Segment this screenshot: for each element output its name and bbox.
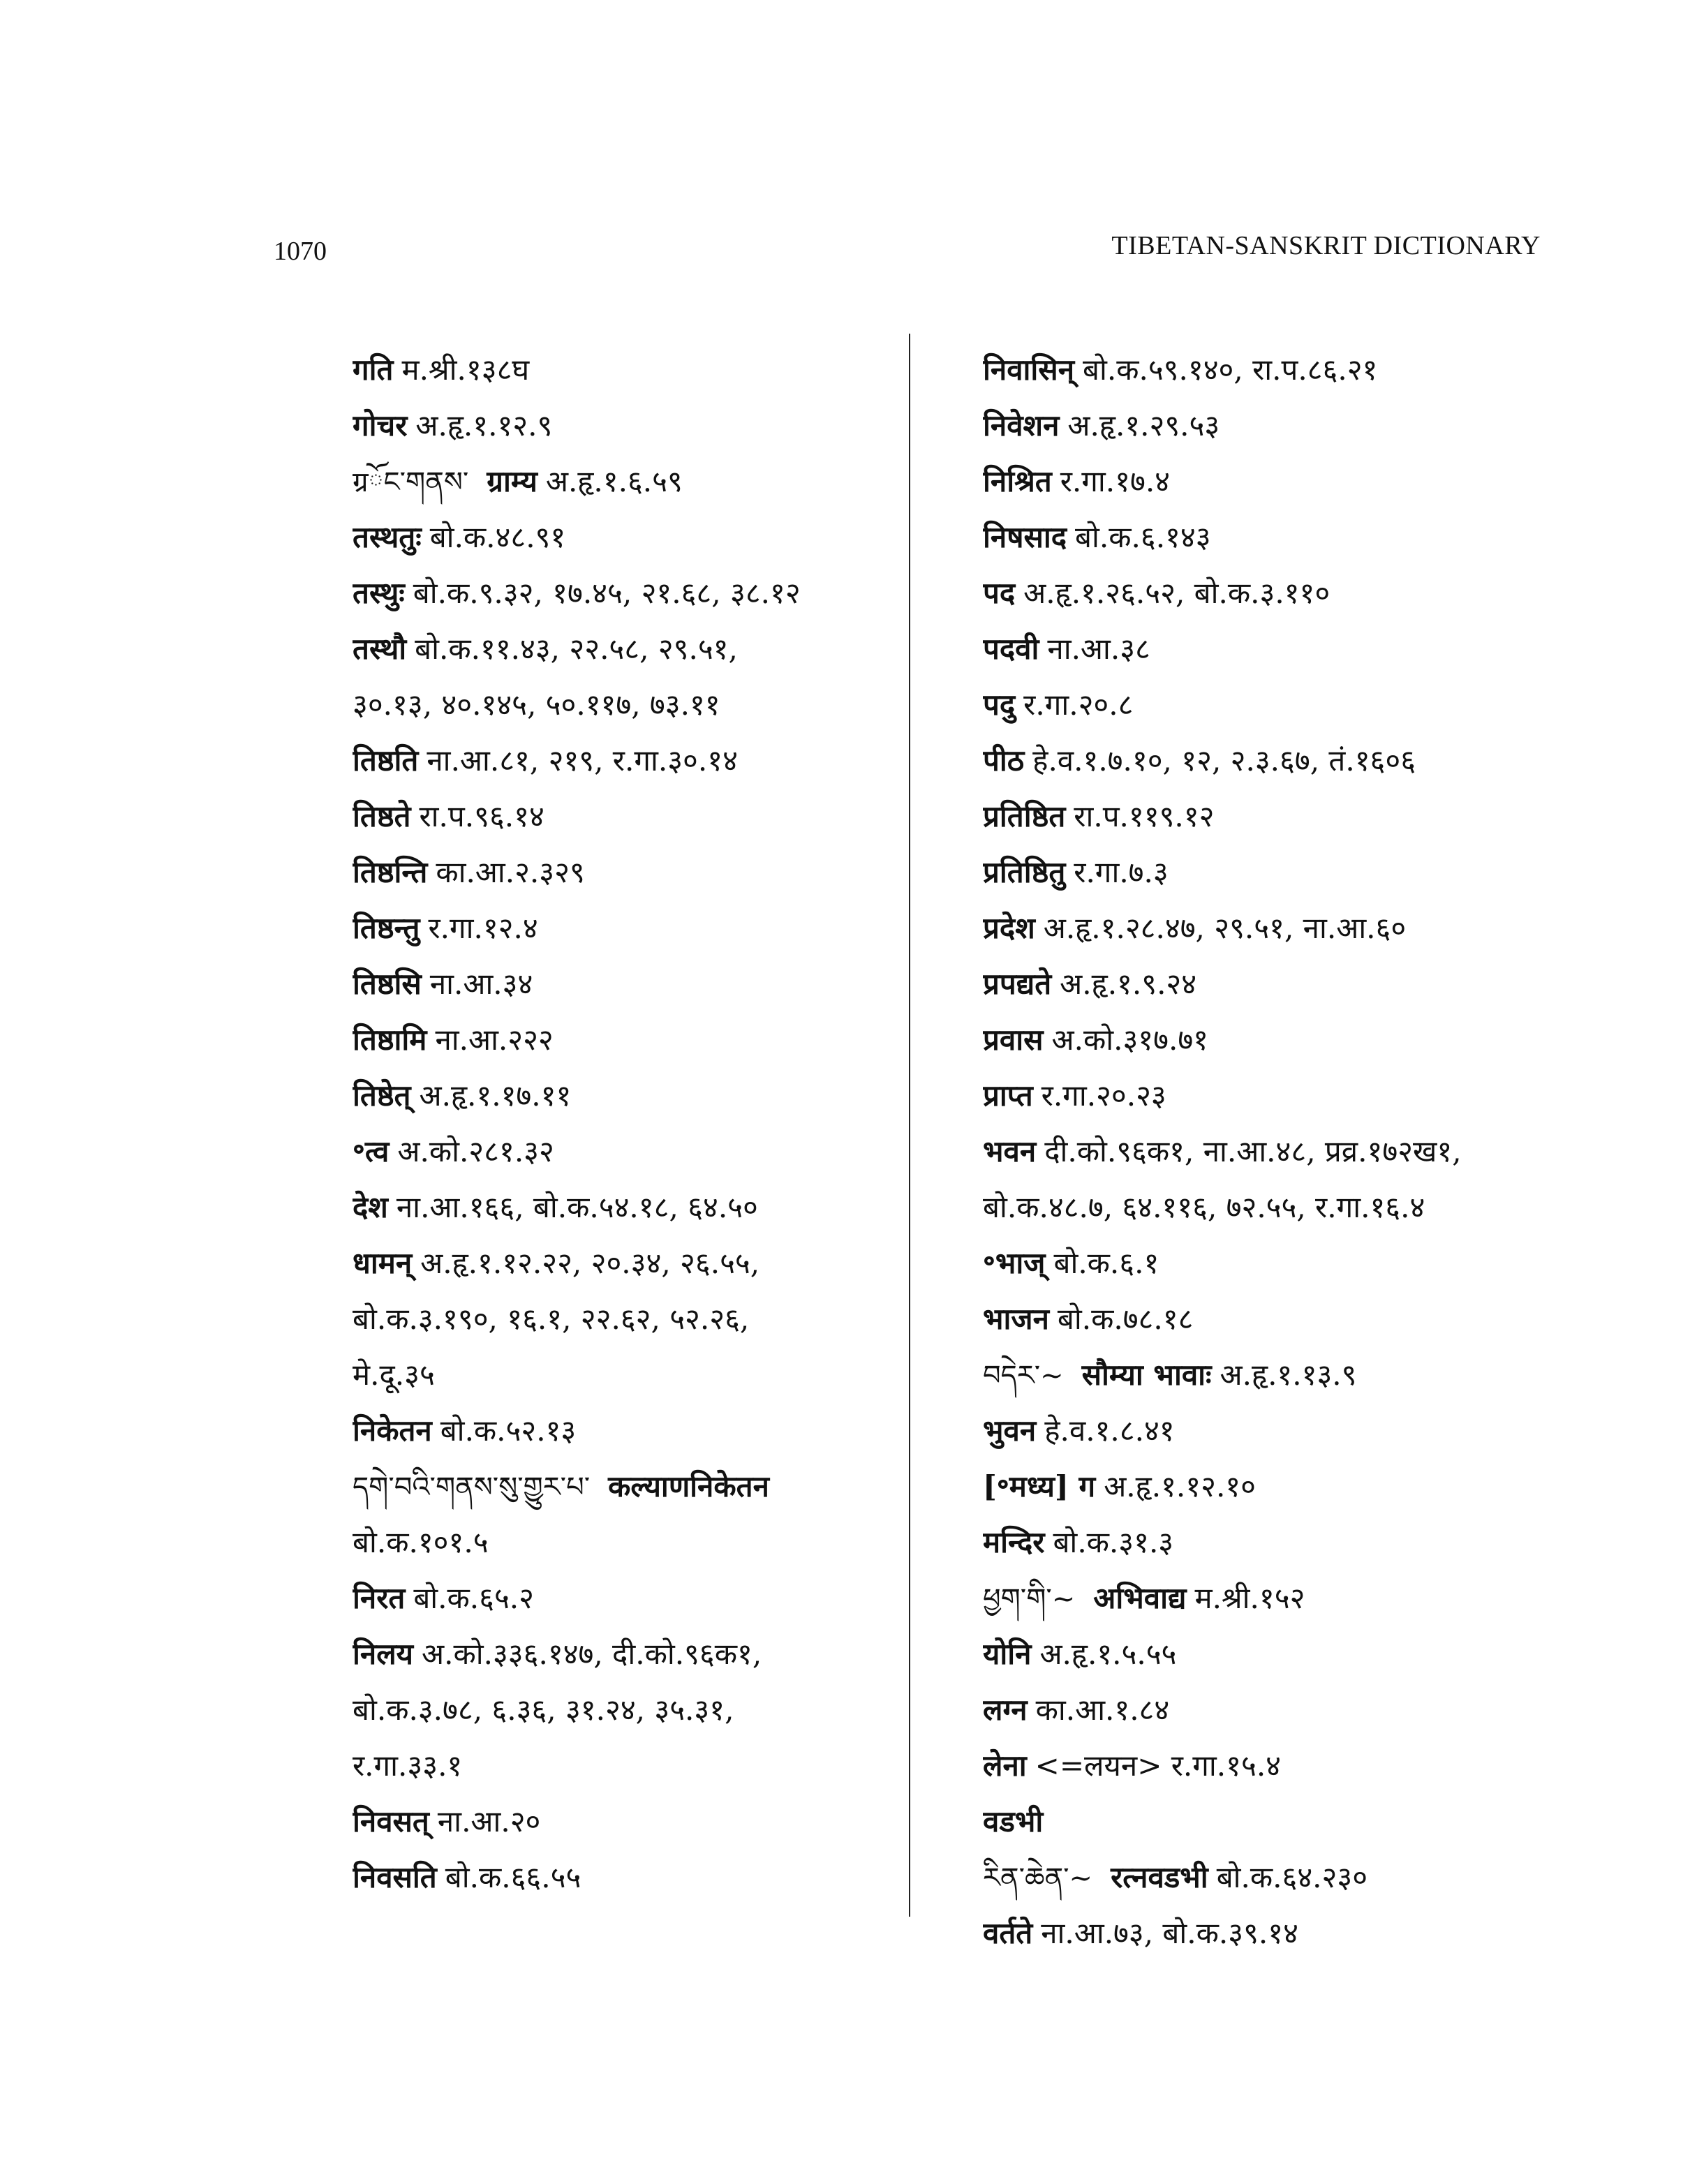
dictionary-entry bbox=[353, 1180, 904, 1235]
source-reference: अ.हृ.१.१२.२२, २०.३४, २६.५५, bbox=[420, 1246, 760, 1280]
sanskrit-headword: प्रतिष्ठित bbox=[983, 799, 1066, 833]
source-reference: बो.क.४८.७, ६४.११६, ७२.५५, र.गा.१६.४ bbox=[983, 1190, 1425, 1224]
source-reference: रा.प.९६.१४ bbox=[419, 799, 544, 833]
source-reference: र.गा.२०.८ bbox=[1023, 688, 1134, 722]
sanskrit-headword: पदवी bbox=[983, 632, 1039, 666]
source-reference: बो.क.७८.१८ bbox=[1057, 1302, 1194, 1336]
sanskrit-headword: [॰मध्य] ग bbox=[983, 1469, 1096, 1503]
source-reference: र.गा.३३.१ bbox=[353, 1748, 463, 1783]
dictionary-entry bbox=[353, 1124, 904, 1180]
source-reference: बो.क.५९.१४०, रा.प.८६.२१ bbox=[1083, 352, 1378, 387]
dictionary-entry bbox=[353, 845, 904, 900]
sanskrit-headword: कल्याणनिकेतन bbox=[608, 1469, 769, 1503]
dictionary-entry bbox=[983, 398, 1541, 454]
dictionary-entry bbox=[353, 677, 904, 733]
sanskrit-headword: भवन bbox=[983, 1134, 1037, 1168]
dictionary-entry bbox=[353, 1459, 904, 1515]
sanskrit-headword: मन्दिर bbox=[983, 1525, 1045, 1559]
dictionary-entry bbox=[353, 956, 904, 1012]
dictionary-entry bbox=[353, 1570, 904, 1626]
dictionary-entry bbox=[983, 1235, 1541, 1291]
source-reference: बो.क.६५.२ bbox=[413, 1581, 535, 1615]
left-column bbox=[353, 342, 904, 1906]
tibetan-term: བདེར་~ bbox=[983, 1360, 1064, 1392]
tibetan-term: རིན་ཆེན་~ bbox=[983, 1862, 1093, 1894]
dictionary-entry bbox=[983, 845, 1541, 900]
sanskrit-headword: तिष्ठते bbox=[353, 799, 411, 833]
sanskrit-headword: पद bbox=[983, 576, 1016, 610]
sanskrit-headword: ग्राम्य bbox=[487, 464, 538, 498]
sanskrit-headword: गोचर bbox=[353, 408, 408, 443]
dictionary-entry bbox=[353, 621, 904, 677]
source-reference: बो.क.६६.५५ bbox=[445, 1860, 581, 1894]
sanskrit-headword: भाजन bbox=[983, 1302, 1049, 1336]
sanskrit-headword: प्रपद्यते bbox=[983, 967, 1052, 1001]
source-reference: हे.व.१.८.४१ bbox=[1044, 1413, 1175, 1448]
source-reference: अ.हृ.१.२६.५२, बो.क.३.११० bbox=[1023, 576, 1330, 610]
source-reference: बो.क.६४.२३० bbox=[1216, 1860, 1368, 1894]
source-reference: अ.हृ.१.१३.९ bbox=[1220, 1358, 1357, 1392]
dictionary-entry bbox=[983, 1012, 1541, 1068]
dictionary-entry bbox=[353, 1682, 904, 1738]
source-reference: बो.क.५२.१३ bbox=[440, 1413, 577, 1448]
dictionary-entry bbox=[353, 454, 904, 510]
sanskrit-headword: निषसाद bbox=[983, 520, 1067, 554]
sanskrit-headword: प्रदेश bbox=[983, 911, 1035, 945]
dictionary-entry bbox=[353, 1012, 904, 1068]
sanskrit-headword: गति bbox=[353, 352, 394, 387]
dictionary-entry bbox=[983, 1682, 1541, 1738]
dictionary-entry bbox=[353, 1068, 904, 1124]
sanskrit-headword: रत्नवडभी bbox=[1111, 1860, 1208, 1894]
source-reference: अ.हृ.१.६.५९ bbox=[545, 464, 683, 498]
dictionary-entry bbox=[983, 1570, 1541, 1626]
dictionary-entry bbox=[353, 510, 904, 565]
sanskrit-headword: तिष्ठेत् bbox=[353, 1078, 411, 1113]
tibetan-term: དགེ་བའི་གནས་སུ་གྱུར་པ་ bbox=[353, 1471, 591, 1503]
sanskrit-headword: निरत bbox=[353, 1581, 406, 1615]
sanskrit-headword: तिष्ठति bbox=[353, 743, 419, 778]
source-reference: बो.क.६.१४३ bbox=[1075, 520, 1211, 554]
source-reference: ना.आ.३८ bbox=[1047, 632, 1150, 666]
sanskrit-headword: ॰भाज् bbox=[983, 1246, 1046, 1280]
dictionary-entry bbox=[983, 565, 1541, 621]
dictionary-entry bbox=[983, 956, 1541, 1012]
dictionary-entry bbox=[353, 1794, 904, 1850]
dictionary-entry bbox=[353, 398, 904, 454]
source-reference: अ.हृ.१.१२.९ bbox=[415, 408, 553, 443]
source-reference: का.आ.२.३२९ bbox=[436, 855, 585, 889]
source-reference: ना.आ.८१, २१९, र.गा.३०.१४ bbox=[427, 743, 738, 778]
source-reference: अ.हृ.१.२८.४७, २९.५१, ना.आ.६० bbox=[1043, 911, 1407, 945]
source-reference: अ.को.२८१.३२ bbox=[397, 1134, 554, 1168]
dictionary-entry bbox=[983, 1347, 1541, 1403]
dictionary-entry bbox=[353, 1347, 904, 1403]
source-reference: र.गा.१७.४ bbox=[1060, 464, 1171, 498]
dictionary-entry bbox=[983, 1124, 1541, 1180]
sanskrit-headword: सौम्या भावाः bbox=[1081, 1358, 1212, 1392]
running-head: TIBETAN-SANSKRIT DICTIONARY bbox=[1111, 231, 1541, 260]
dictionary-entry bbox=[353, 1626, 904, 1682]
sanskrit-headword: तिष्ठामि bbox=[353, 1023, 427, 1057]
sanskrit-headword: लग्न bbox=[983, 1693, 1028, 1727]
sanskrit-headword: तिष्ठसि bbox=[353, 967, 422, 1001]
source-reference: म.श्री.१३८घ bbox=[401, 352, 530, 387]
sanskrit-headword: प्रवास bbox=[983, 1023, 1044, 1057]
dictionary-entry bbox=[983, 510, 1541, 565]
dictionary-entry bbox=[353, 565, 904, 621]
tibetan-term: ཕྱག་གི་~ bbox=[983, 1583, 1076, 1615]
dictionary-entry bbox=[353, 789, 904, 845]
page-number: 1070 bbox=[274, 237, 327, 266]
right-column bbox=[983, 342, 1541, 1961]
source-reference: दी.को.९६क१, ना.आ.४८, प्रव्र.१७२ख१, bbox=[1044, 1134, 1462, 1168]
source-reference: का.आ.१.८४ bbox=[1035, 1693, 1170, 1727]
source-reference: बो.क.९.३२, १७.४५, २१.६८, ३८.१२ bbox=[413, 576, 801, 610]
dictionary-entry bbox=[983, 342, 1541, 398]
sanskrit-headword: प्रतिष्ठितु bbox=[983, 855, 1066, 889]
dictionary-entry bbox=[983, 1291, 1541, 1347]
sanskrit-headword: निवसत् bbox=[353, 1804, 429, 1838]
sanskrit-headword: वर्तते bbox=[983, 1916, 1033, 1950]
sanskrit-headword: धामन् bbox=[353, 1246, 413, 1280]
source-reference: बो.क.६.१ bbox=[1053, 1246, 1159, 1280]
dictionary-entry bbox=[983, 1850, 1541, 1906]
sanskrit-headword: तस्थतुः bbox=[353, 520, 422, 554]
dictionary-entry bbox=[983, 621, 1541, 677]
sanskrit-headword: निवसति bbox=[353, 1860, 437, 1894]
source-reference: अ.हृ.१.५.५५ bbox=[1039, 1637, 1177, 1671]
dictionary-entry bbox=[353, 1738, 904, 1794]
dictionary-entry bbox=[983, 1515, 1541, 1570]
source-reference: अ.को.३१७.७१ bbox=[1051, 1023, 1209, 1057]
source-reference: ना.आ.७३, बो.क.३९.१४ bbox=[1041, 1916, 1298, 1950]
source-reference: र.गा.७.३ bbox=[1074, 855, 1169, 889]
dictionary-entry bbox=[983, 1068, 1541, 1124]
sanskrit-headword: लेना bbox=[983, 1748, 1027, 1783]
dictionary-entry bbox=[983, 1180, 1541, 1235]
source-reference: बो.क.१०१.५ bbox=[353, 1525, 489, 1559]
source-reference: बो.क.४८.९१ bbox=[429, 520, 566, 554]
sanskrit-headword: पदु bbox=[983, 688, 1016, 722]
dictionary-entry bbox=[983, 1626, 1541, 1682]
source-reference: बो.क.३१.३ bbox=[1053, 1525, 1174, 1559]
sanskrit-headword: तस्थुः bbox=[353, 576, 405, 610]
source-reference: <=लयन> र.गा.१५.४ bbox=[1035, 1748, 1282, 1783]
sanskrit-headword: देश bbox=[353, 1190, 388, 1224]
source-reference: अ.को.३३६.१४७, दी.को.९६क१, bbox=[422, 1637, 762, 1671]
sanskrit-headword: भुवन bbox=[983, 1413, 1037, 1448]
dictionary-entry bbox=[983, 1794, 1541, 1850]
source-reference: बो.क.३.१९०, १६.१, २२.६२, ५२.२६, bbox=[353, 1302, 750, 1336]
source-reference: ना.आ.१६६, बो.क.५४.१८, ६४.५० bbox=[396, 1190, 758, 1224]
sanskrit-headword: वडभी bbox=[983, 1804, 1044, 1838]
source-reference: ३०.१३, ४०.१४५, ५०.११७, ७३.११ bbox=[353, 688, 720, 722]
dictionary-entry bbox=[983, 733, 1541, 789]
dictionary-entry bbox=[983, 454, 1541, 510]
sanskrit-headword: निवेशन bbox=[983, 408, 1060, 443]
sanskrit-headword: अभिवाद्य bbox=[1093, 1581, 1187, 1615]
dictionary-entry bbox=[983, 1738, 1541, 1794]
sanskrit-headword: तिष्ठन्ति bbox=[353, 855, 428, 889]
dictionary-entry bbox=[353, 900, 904, 956]
source-reference: रा.प.११९.१२ bbox=[1074, 799, 1215, 833]
sanskrit-headword: पीठ bbox=[983, 743, 1025, 778]
sanskrit-headword: योनि bbox=[983, 1637, 1032, 1671]
dictionary-entry bbox=[983, 1906, 1541, 1961]
sanskrit-headword: तिष्ठन्तु bbox=[353, 911, 420, 945]
sanskrit-headword: तस्थौ bbox=[353, 632, 407, 666]
dictionary-entry bbox=[983, 900, 1541, 956]
dictionary-entry bbox=[353, 1850, 904, 1906]
dictionary-entry bbox=[353, 733, 904, 789]
dictionary-entry bbox=[353, 1291, 904, 1347]
source-reference: र.गा.२०.२३ bbox=[1041, 1078, 1166, 1113]
sanskrit-headword: निकेतन bbox=[353, 1413, 432, 1448]
source-reference: अ.हृ.१.२९.५३ bbox=[1067, 408, 1220, 443]
sanskrit-headword: निलय bbox=[353, 1637, 414, 1671]
dictionary-entry bbox=[983, 677, 1541, 733]
sanskrit-headword: निवासिन् bbox=[983, 352, 1074, 387]
source-reference: र.गा.१२.४ bbox=[428, 911, 538, 945]
source-reference: म.श्री.१५२ bbox=[1194, 1581, 1305, 1615]
source-reference: ना.आ.२० bbox=[437, 1804, 541, 1838]
source-reference: हे.व.१.७.१०, १२, २.३.६७, तं.१६०६ bbox=[1032, 743, 1416, 778]
source-reference: बो.क.११.४३, २२.५८, २९.५१, bbox=[415, 632, 738, 666]
dictionary-entry bbox=[983, 1403, 1541, 1459]
source-reference: अ.हृ.१.१७.११ bbox=[419, 1078, 572, 1113]
source-reference: बो.क.३.७८, ६.३६, ३१.२४, ३५.३१, bbox=[353, 1693, 734, 1727]
dictionary-entry bbox=[983, 789, 1541, 845]
sanskrit-headword: निश्रित bbox=[983, 464, 1052, 498]
sanskrit-headword: ॰त्व bbox=[353, 1134, 390, 1168]
dictionary-entry bbox=[353, 1515, 904, 1570]
dictionary-entry bbox=[983, 1459, 1541, 1515]
sanskrit-headword: प्राप्त bbox=[983, 1078, 1033, 1113]
dictionary-entry bbox=[353, 1235, 904, 1291]
dictionary-entry bbox=[353, 342, 904, 398]
dictionary-entry bbox=[353, 1403, 904, 1459]
source-reference: ना.आ.२२२ bbox=[435, 1023, 554, 1057]
tibetan-term: ग्रོང་གནས་ bbox=[353, 466, 469, 498]
column-divider bbox=[909, 334, 910, 1917]
source-reference: मे.दू.३५ bbox=[353, 1358, 435, 1392]
source-reference: अ.हृ.१.९.२४ bbox=[1060, 967, 1197, 1001]
source-reference: अ.हृ.१.१२.१० bbox=[1104, 1469, 1256, 1503]
source-reference: ना.आ.३४ bbox=[429, 967, 533, 1001]
